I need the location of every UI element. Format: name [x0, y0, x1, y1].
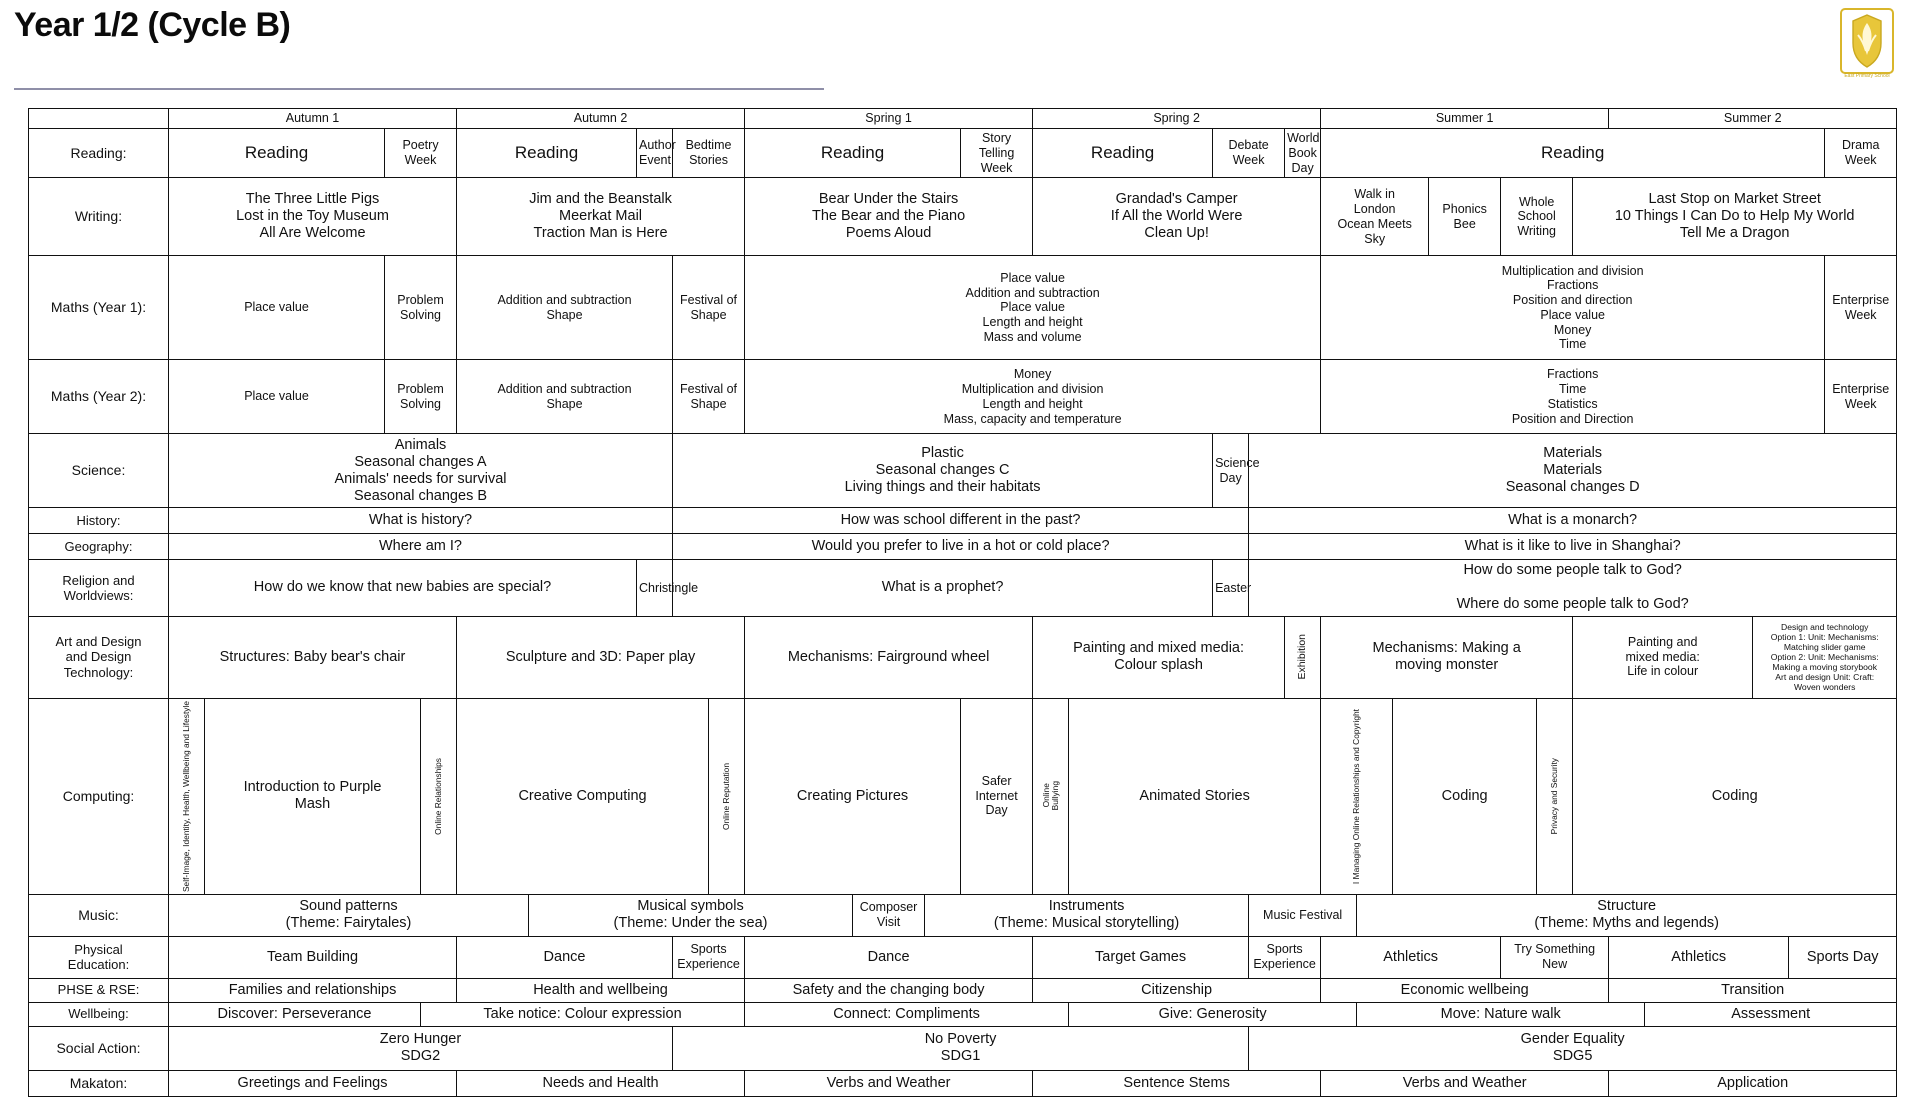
row-label-physical-education: Physical Education:: [29, 936, 169, 978]
term-header-spring-1: Spring 1: [745, 109, 1033, 129]
term-header-summer-2: Summer 2: [1609, 109, 1897, 129]
reading-world-book-day: World Book Day: [1285, 129, 1321, 178]
makaton-a2: Needs and Health: [457, 1070, 745, 1096]
school-crest-logo: [1836, 6, 1898, 82]
computing-coding-summer-2: Coding: [1573, 698, 1897, 894]
term-header-autumn-1: Autumn 1: [169, 109, 457, 129]
table-row-maths-year-2: [29, 360, 1897, 434]
computing-online-relationships: Online Relationships: [421, 698, 457, 894]
music-sound-patterns: Sound patterns (Theme: Fairytales): [169, 894, 529, 936]
computing-coding-summer-1: Coding: [1393, 698, 1537, 894]
computing-creative-computing: Creative Computing: [457, 698, 709, 894]
religion-autumn: How do we know that new babies are special?: [169, 560, 637, 616]
geography-autumn: Where am I?: [169, 534, 673, 560]
svg-text:East Primary School: East Primary School: [1844, 73, 1890, 79]
title-divider: [14, 88, 824, 90]
religion-summer: How do some people talk to God? Where do some people talk to God?: [1249, 560, 1897, 616]
pe-sports-experience-autumn: Sports Experience: [673, 936, 745, 978]
row-label-history: History:: [29, 508, 169, 534]
wellbeing-take-notice: Take notice: Colour expression: [421, 1002, 745, 1026]
table-row-computing: [29, 698, 1897, 894]
table-row-phse-rse: [29, 978, 1897, 1002]
religion-spring: What is a prophet?: [673, 560, 1213, 616]
wellbeing-give: Give: Generosity: [1069, 1002, 1357, 1026]
phse-su2: Transition: [1609, 978, 1897, 1002]
maths2-addition-subtraction: Addition and subtraction Shape: [457, 360, 673, 434]
table-row-geography: [29, 534, 1897, 560]
makaton-sp1: Verbs and Weather: [745, 1070, 1033, 1096]
writing-a1: The Three Little Pigs Lost in the Toy Museum All Are Welcome: [169, 178, 457, 256]
wellbeing-discover: Discover: Perseverance: [169, 1002, 421, 1026]
computing-intro-purple-mash: Introduction to Purple Mash: [205, 698, 421, 894]
maths1-place-value: Place value: [169, 256, 385, 360]
term-header-spring-2: Spring 2: [1033, 109, 1321, 129]
art-exhibition: Exhibition: [1285, 616, 1321, 698]
makaton-sp2: Sentence Stems: [1033, 1070, 1321, 1096]
phse-a1: Families and relationships: [169, 978, 457, 1002]
pe-sports-experience-spring: Sports Experience: [1249, 936, 1321, 978]
wellbeing-assessment: Assessment: [1645, 1002, 1897, 1026]
social-no-poverty: No Poverty SDG1: [673, 1026, 1249, 1070]
row-label-music: Music:: [29, 894, 169, 936]
page-header: [0, 0, 1920, 100]
phse-a2: Health and wellbeing: [457, 978, 745, 1002]
table-row-physical-education: [29, 936, 1897, 978]
writing-walk-in-london: Walk in London Ocean Meets Sky: [1321, 178, 1429, 256]
makaton-su2: Application: [1609, 1070, 1897, 1096]
row-label-writing: Writing:: [29, 178, 169, 256]
music-composer-visit: Composer Visit: [853, 894, 925, 936]
history-summer: What is a monarch?: [1249, 508, 1897, 534]
maths2-summer: Fractions Time Statistics Position and Direction: [1321, 360, 1825, 434]
writing-phonics-bee: Phonics Bee: [1429, 178, 1501, 256]
music-music-festival: Music Festival: [1249, 894, 1357, 936]
pe-dance-spring: Dance: [745, 936, 1033, 978]
art-mechanisms-fairground: Mechanisms: Fairground wheel: [745, 616, 1033, 698]
maths2-spring: Money Multiplication and division Length and height Mass, capacity and temperature: [745, 360, 1321, 434]
maths2-enterprise-week: Enterprise Week: [1825, 360, 1897, 434]
art-structures: Structures: Baby bear's chair: [169, 616, 457, 698]
phse-su1: Economic wellbeing: [1321, 978, 1609, 1002]
reading-author-event: Author Event: [637, 129, 673, 178]
science-day: Science Day: [1213, 434, 1249, 508]
writing-whole-school-writing: Whole School Writing: [1501, 178, 1573, 256]
geography-summer: What is it like to live in Shanghai?: [1249, 534, 1897, 560]
table-row-wellbeing: [29, 1002, 1897, 1026]
reading-a1: Reading: [169, 129, 385, 178]
art-dt-options: Design and technology Option 1: Unit: Mechanisms: Matching slider game Option 2: Unit: Mechanisms: Making a moving storybook Art and design Unit: Craft: Woven wonders: [1753, 616, 1897, 698]
row-label-geography: Geography:: [29, 534, 169, 560]
pe-athletics-summer-1: Athletics: [1321, 936, 1501, 978]
reading-bedtime-stories: Bedtime Stories: [673, 129, 745, 178]
maths1-problem-solving: Problem Solving: [385, 256, 457, 360]
table-row-art-design: [29, 616, 1897, 698]
curriculum-grid: [28, 108, 1897, 1097]
corner-cell: [29, 109, 169, 129]
makaton-a1: Greetings and Feelings: [169, 1070, 457, 1096]
table-row-reading: [29, 129, 1897, 178]
table-row-music: [29, 894, 1897, 936]
social-gender-equality: Gender Equality SDG5: [1249, 1026, 1897, 1070]
reading-story-telling-week: Story Telling Week: [961, 129, 1033, 178]
reading-debate-week: Debate Week: [1213, 129, 1285, 178]
writing-a2: Jim and the Beanstalk Meerkat Mail Traction Man is Here: [457, 178, 745, 256]
pe-athletics-summer-2: Athletics: [1609, 936, 1789, 978]
row-label-science: Science:: [29, 434, 169, 508]
music-musical-symbols: Musical symbols (Theme: Under the sea): [529, 894, 853, 936]
music-structure: Structure (Theme: Myths and legends): [1357, 894, 1897, 936]
row-label-phse-rse: PHSE & RSE:: [29, 978, 169, 1002]
pe-team-building: Team Building: [169, 936, 457, 978]
maths1-spring: Place value Addition and subtraction Place value Length and height Mass and volume: [745, 256, 1321, 360]
computing-animated-stories: Animated Stories: [1069, 698, 1321, 894]
term-header-summer-1: Summer 1: [1321, 109, 1609, 129]
history-spring: How was school different in the past?: [673, 508, 1249, 534]
computing-creating-pictures: Creating Pictures: [745, 698, 961, 894]
art-painting-life-in-colour: Painting and mixed media: Life in colour: [1573, 616, 1753, 698]
history-autumn: What is history?: [169, 508, 673, 534]
geography-spring: Would you prefer to live in a hot or cold place?: [673, 534, 1249, 560]
religion-easter: Easter: [1213, 560, 1249, 616]
reading-poetry-week: Poetry Week: [385, 129, 457, 178]
reading-a2: Reading: [457, 129, 637, 178]
maths1-addition-subtraction: Addition and subtraction Shape: [457, 256, 673, 360]
science-spring: Plastic Seasonal changes C Living things and their habitats: [673, 434, 1213, 508]
row-label-maths-year-1: Maths (Year 1):: [29, 256, 169, 360]
row-label-reading: Reading:: [29, 129, 169, 178]
computing-privacy-security: Privacy and Security: [1537, 698, 1573, 894]
table-row-maths-year-1: [29, 256, 1897, 360]
maths2-place-value: Place value: [169, 360, 385, 434]
table-row-makaton: [29, 1070, 1897, 1096]
table-row-science: [29, 434, 1897, 508]
social-zero-hunger: Zero Hunger SDG2: [169, 1026, 673, 1070]
table-row-terms: [29, 109, 1897, 129]
pe-try-something-new: Try Something New: [1501, 936, 1609, 978]
page-title: Year 1/2 (Cycle B): [14, 6, 291, 44]
computing-managing-online-relationships-copyright: I Managing Online Relationships and Copyright: [1321, 698, 1393, 894]
maths2-festival-of-shape: Festival of Shape: [673, 360, 745, 434]
writing-summer-2: Last Stop on Market Street 10 Things I Can Do to Help My World Tell Me a Dragon: [1573, 178, 1897, 256]
computing-online-reputation: Online Reputation: [709, 698, 745, 894]
maths1-enterprise-week: Enterprise Week: [1825, 256, 1897, 360]
row-label-religion: Religion and Worldviews:: [29, 560, 169, 616]
row-label-social-action: Social Action:: [29, 1026, 169, 1070]
writing-sp2: Grandad's Camper If All the World Were Clean Up!: [1033, 178, 1321, 256]
row-label-computing: Computing:: [29, 698, 169, 894]
table-row-religion: [29, 560, 1897, 616]
art-sculpture-3d: Sculpture and 3D: Paper play: [457, 616, 745, 698]
maths1-summer: Multiplication and division Fractions Position and direction Place value Money Time: [1321, 256, 1825, 360]
wellbeing-connect: Connect: Compliments: [745, 1002, 1069, 1026]
pe-dance-autumn: Dance: [457, 936, 673, 978]
science-autumn: Animals Seasonal changes A Animals' needs for survival Seasonal changes B: [169, 434, 673, 508]
pe-sports-day: Sports Day: [1789, 936, 1897, 978]
phse-sp2: Citizenship: [1033, 978, 1321, 1002]
maths2-problem-solving: Problem Solving: [385, 360, 457, 434]
reading-sp1: Reading: [745, 129, 961, 178]
makaton-su1: Verbs and Weather: [1321, 1070, 1609, 1096]
religion-christingle: Christingle: [637, 560, 673, 616]
reading-summer: Reading: [1321, 129, 1825, 178]
row-label-maths-year-2: Maths (Year 2):: [29, 360, 169, 434]
table-row-social-action: [29, 1026, 1897, 1070]
art-painting-colour-splash: Painting and mixed media: Colour splash: [1033, 616, 1285, 698]
computing-online-bullying: Online Bullying: [1033, 698, 1069, 894]
reading-drama-week: Drama Week: [1825, 129, 1897, 178]
wellbeing-move: Move: Nature walk: [1357, 1002, 1645, 1026]
term-header-autumn-2: Autumn 2: [457, 109, 745, 129]
table-row-history: [29, 508, 1897, 534]
computing-safer-internet-day: Safer Internet Day: [961, 698, 1033, 894]
table-row-writing: [29, 178, 1897, 256]
science-summer: Materials Materials Seasonal changes D: [1249, 434, 1897, 508]
row-label-wellbeing: Wellbeing:: [29, 1002, 169, 1026]
row-label-makaton: Makaton:: [29, 1070, 169, 1096]
row-label-art-design: Art and Design and Design Technology:: [29, 616, 169, 698]
writing-sp1: Bear Under the Stairs The Bear and the Piano Poems Aloud: [745, 178, 1033, 256]
phse-sp1: Safety and the changing body: [745, 978, 1033, 1002]
computing-self-image-identity: Self-Image, Identity, Health, Wellbeing and Lifestyle: [169, 698, 205, 894]
maths1-festival-of-shape: Festival of Shape: [673, 256, 745, 360]
reading-sp2: Reading: [1033, 129, 1213, 178]
art-mechanisms-moving-monster: Mechanisms: Making a moving monster: [1321, 616, 1573, 698]
pe-target-games: Target Games: [1033, 936, 1249, 978]
music-instruments: Instruments (Theme: Musical storytelling): [925, 894, 1249, 936]
